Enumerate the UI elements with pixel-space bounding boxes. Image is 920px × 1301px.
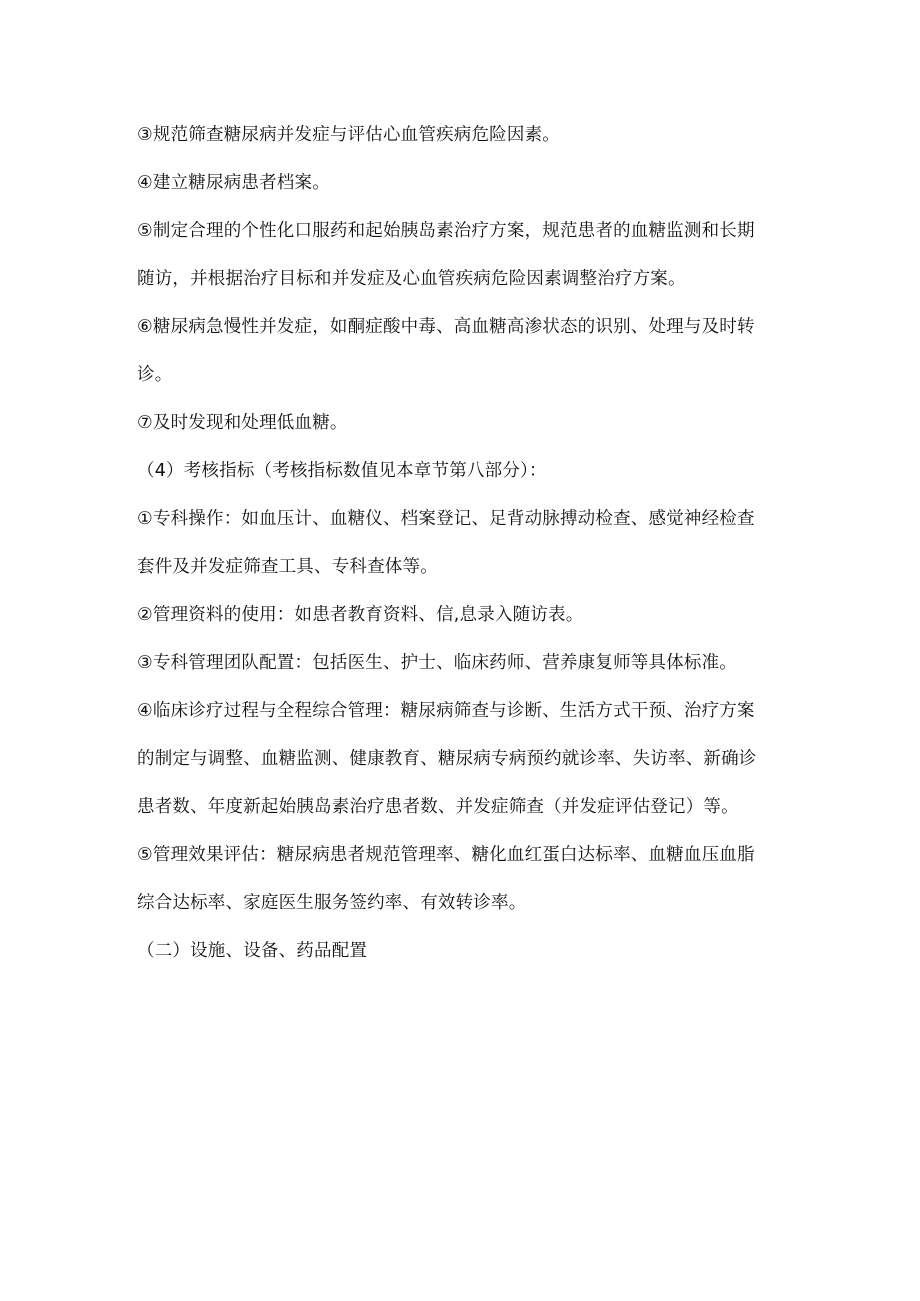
text-line: （二）设施、设备、药品配置 bbox=[137, 941, 368, 961]
text-line: ⑤管理效果评估：糖尿病患者规范管理率、糖化血红蛋白达标率、血糖血压血脂 bbox=[137, 845, 755, 865]
paragraph-screening-complications bbox=[137, 111, 787, 159]
text-line: 患者数、年度新起始胰岛素治疗患者数、并发症筛查（并发症评估登记）等。 bbox=[137, 797, 739, 817]
paragraph-treatment-plan bbox=[137, 207, 787, 303]
paragraph-acute-chronic-complications bbox=[137, 303, 787, 399]
section-heading-facilities bbox=[137, 927, 787, 975]
text-line: 随访，并根据治疗目标和并发症及心血管疾病危险因素调整治疗方案。 bbox=[137, 269, 686, 289]
text-line: （4）考核指标（考核指标数值见本章节第八部分）： bbox=[137, 461, 547, 481]
text-line: ④建立糖尿病患者档案。 bbox=[137, 173, 330, 193]
text-line: 综合达标率、家庭医生服务签约率、有效转诊率。 bbox=[137, 893, 527, 913]
text-line: ②管理资料的使用：如患者教育资料、信,息录入随访表。 bbox=[137, 605, 584, 625]
text-line: 诊。 bbox=[137, 365, 173, 385]
paragraph-team-configuration bbox=[137, 639, 787, 687]
section-heading-assessment-indicators bbox=[137, 447, 787, 495]
paragraph-effect-evaluation bbox=[137, 831, 787, 927]
paragraph-clinical-process bbox=[137, 687, 787, 831]
text-line: ③专科管理团队配置：包括医生、护士、临床药师、营养康复师等具体标准。 bbox=[137, 653, 737, 673]
text-line: 套件及并发症筛查工具、专科查体等。 bbox=[137, 557, 438, 577]
paragraph-specialist-operations bbox=[137, 495, 787, 591]
text-line: ⑥糖尿病急慢性并发症，如酮症酸中毒、高血糖高渗状态的识别、处理与及时转 bbox=[137, 317, 755, 337]
text-line: ⑤制定合理的个性化口服药和起始胰岛素治疗方案，规范患者的血糖监测和长期 bbox=[137, 221, 755, 241]
paragraph-patient-records bbox=[137, 159, 787, 207]
paragraph-hypoglycemia bbox=[137, 399, 787, 447]
paragraph-management-materials bbox=[137, 591, 787, 639]
text-line: 的制定与调整、血糖监测、健康教育、糖尿病专病预约就诊率、失访率、新确诊 bbox=[137, 749, 757, 769]
text-line: ③规范筛查糖尿病并发症与评估心血管疾病危险因素。 bbox=[137, 125, 560, 145]
text-line: ④临床诊疗过程与全程综合管理：糖尿病筛查与诊断、生活方式干预、治疗方案 bbox=[137, 701, 755, 721]
text-line: ⑦及时发现和处理低血糖。 bbox=[137, 413, 348, 433]
text-line: ①专科操作：如血压计、血糖仪、档案登记、足背动脉搏动检查、感觉神经检查 bbox=[137, 509, 755, 529]
